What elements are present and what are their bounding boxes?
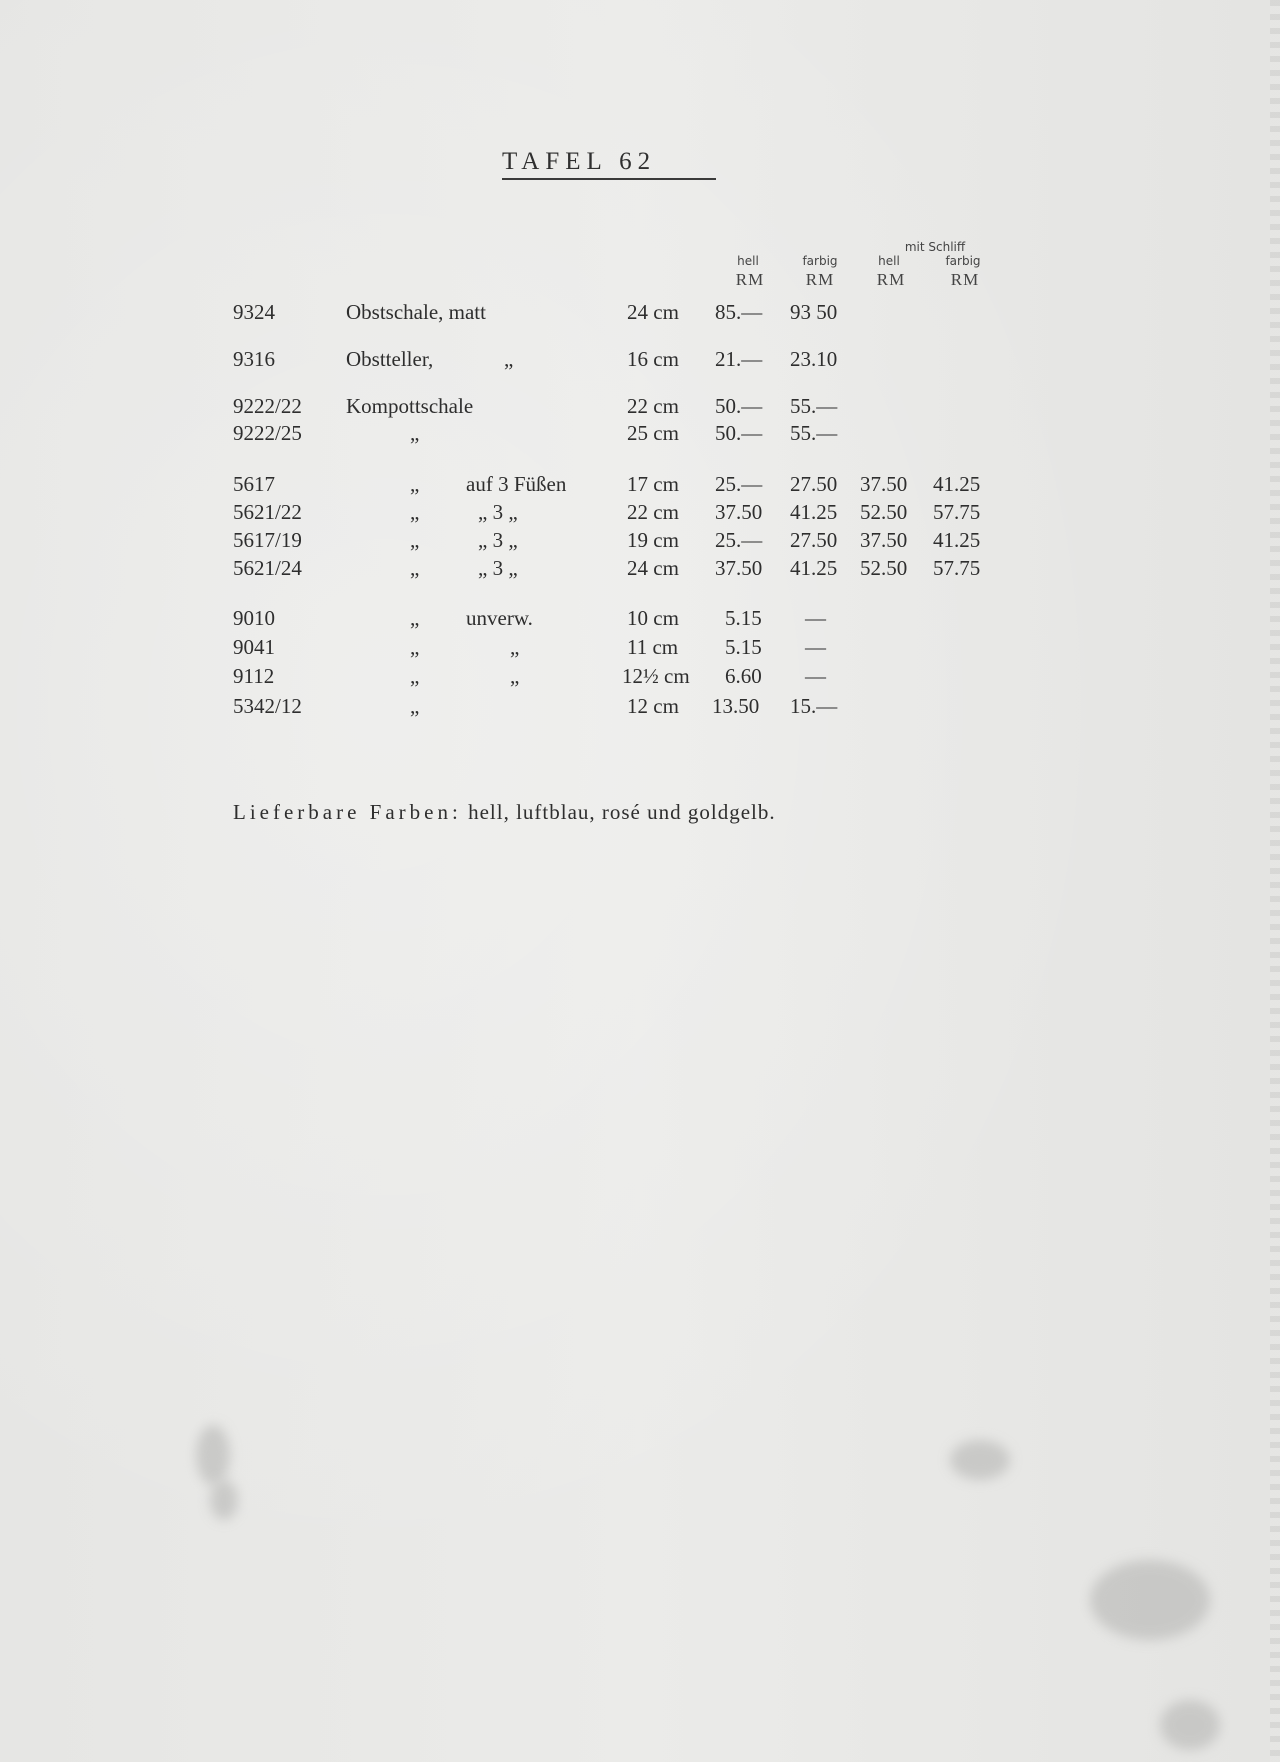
table-row xyxy=(0,528,1280,556)
item-name: „ xyxy=(410,556,420,580)
price-farbig: 93 50 xyxy=(790,300,838,324)
header-schliff-hell: hell xyxy=(878,254,900,268)
price-schliff-hell: 37.50 xyxy=(860,528,908,552)
item-size: 24 cm xyxy=(627,300,679,324)
item-name: „ xyxy=(410,664,420,688)
item-name: „ xyxy=(410,528,420,552)
price-hell: 5.15 xyxy=(725,606,762,630)
item-size: 12½ cm xyxy=(622,664,690,688)
item-size: 16 cm xyxy=(627,347,679,371)
item-name: „ xyxy=(410,635,420,659)
table-row xyxy=(0,664,1280,692)
price-hell: 50.— xyxy=(715,421,763,445)
price-hell: 6.60 xyxy=(725,664,762,688)
price-hell: 25.— xyxy=(715,472,763,496)
page-title: TAFEL 62 xyxy=(502,148,716,180)
item-name: Obstteller, xyxy=(346,347,434,371)
price-hell: 37.50 xyxy=(715,556,763,580)
price-farbig: 15.— xyxy=(790,694,838,718)
item-size: 22 cm xyxy=(627,394,679,418)
price-farbig: — xyxy=(805,635,826,659)
item-size: 10 cm xyxy=(627,606,679,630)
header-currency: RM xyxy=(805,270,835,289)
price-schliff-farbig: 57.75 xyxy=(933,500,981,524)
price-schliff-farbig: 41.25 xyxy=(933,472,981,496)
stain xyxy=(210,1480,238,1520)
item-name: Obstschale, matt xyxy=(346,300,486,324)
item-code: 9041 xyxy=(233,635,275,659)
table-row xyxy=(0,694,1280,722)
header-mit-schliff: mit Schliff xyxy=(904,240,966,254)
table-row xyxy=(0,472,1280,500)
table-row xyxy=(0,635,1280,663)
table-row xyxy=(0,606,1280,634)
stain xyxy=(1090,1560,1210,1640)
item-detail: auf 3 Füßen xyxy=(466,472,567,496)
item-code: 9112 xyxy=(233,664,275,688)
item-name: „ xyxy=(410,472,420,496)
item-code: 9324 xyxy=(233,300,275,324)
item-name: „ xyxy=(410,500,420,524)
item-size: 19 cm xyxy=(627,528,679,552)
stain xyxy=(1160,1700,1220,1750)
table-row xyxy=(0,500,1280,528)
price-farbig: 55.— xyxy=(790,421,838,445)
item-size: 12 cm xyxy=(627,694,679,718)
item-detail: „ 3 „ xyxy=(478,556,518,580)
price-schliff-hell: 37.50 xyxy=(860,472,908,496)
price-farbig: 41.25 xyxy=(790,500,838,524)
price-farbig: 27.50 xyxy=(790,472,838,496)
header-currency: RM xyxy=(735,270,765,289)
item-code: 9222/22 xyxy=(233,394,302,418)
price-schliff-hell: 52.50 xyxy=(860,556,908,580)
price-farbig: — xyxy=(805,606,826,630)
item-detail: „ 3 „ xyxy=(478,500,518,524)
price-farbig: 23.10 xyxy=(790,347,838,371)
item-code: 9010 xyxy=(233,606,275,630)
item-code: 9316 xyxy=(233,347,275,371)
table-row xyxy=(0,421,1280,449)
item-detail: „ xyxy=(504,347,514,371)
item-detail: „ xyxy=(510,635,520,659)
header-currency: RM xyxy=(876,270,906,289)
item-size: 24 cm xyxy=(627,556,679,580)
item-name: „ xyxy=(410,606,420,630)
item-size: 17 cm xyxy=(627,472,679,496)
item-code: 5621/22 xyxy=(233,500,302,524)
price-farbig: 41.25 xyxy=(790,556,838,580)
price-farbig: 27.50 xyxy=(790,528,838,552)
available-colors-label: Lieferbare Farben: xyxy=(233,800,462,824)
item-name: „ xyxy=(410,421,420,445)
item-code: 5617/19 xyxy=(233,528,302,552)
item-detail: unverw. xyxy=(466,606,533,630)
available-colors-note xyxy=(233,800,776,825)
price-hell: 50.— xyxy=(715,394,763,418)
item-detail: „ 3 „ xyxy=(478,528,518,552)
price-schliff-farbig: 57.75 xyxy=(933,556,981,580)
item-code: 5617 xyxy=(233,472,275,496)
stain xyxy=(196,1425,230,1485)
available-colors-text: hell, luftblau, rosé und goldgelb. xyxy=(468,800,776,824)
price-farbig: 55.— xyxy=(790,394,838,418)
header-farbig: farbig xyxy=(802,254,838,268)
page-edge xyxy=(1270,0,1280,1762)
header-schliff-farbig: farbig xyxy=(945,254,981,268)
item-size: 25 cm xyxy=(627,421,679,445)
price-hell: 21.— xyxy=(715,347,763,371)
item-code: 5342/12 xyxy=(233,694,302,718)
price-hell: 13.50 xyxy=(712,694,760,718)
item-code: 9222/25 xyxy=(233,421,302,445)
price-hell: 5.15 xyxy=(725,635,762,659)
price-schliff-farbig: 41.25 xyxy=(933,528,981,552)
stain xyxy=(950,1440,1010,1480)
price-farbig: — xyxy=(805,664,826,688)
item-detail: „ xyxy=(510,664,520,688)
price-hell: 37.50 xyxy=(715,500,763,524)
item-name: Kompottschale xyxy=(346,394,474,418)
table-row xyxy=(0,394,1280,422)
price-hell: 85.— xyxy=(715,300,763,324)
item-size: 11 cm xyxy=(627,635,679,659)
table-row xyxy=(0,300,1280,328)
item-name: „ xyxy=(410,694,420,718)
table-row xyxy=(0,347,1280,375)
table-row xyxy=(0,556,1280,584)
header-currency: RM xyxy=(950,270,980,289)
header-hell: hell xyxy=(737,254,759,268)
item-code: 5621/24 xyxy=(233,556,302,580)
item-size: 22 cm xyxy=(627,500,679,524)
price-hell: 25.— xyxy=(715,528,763,552)
price-schliff-hell: 52.50 xyxy=(860,500,908,524)
